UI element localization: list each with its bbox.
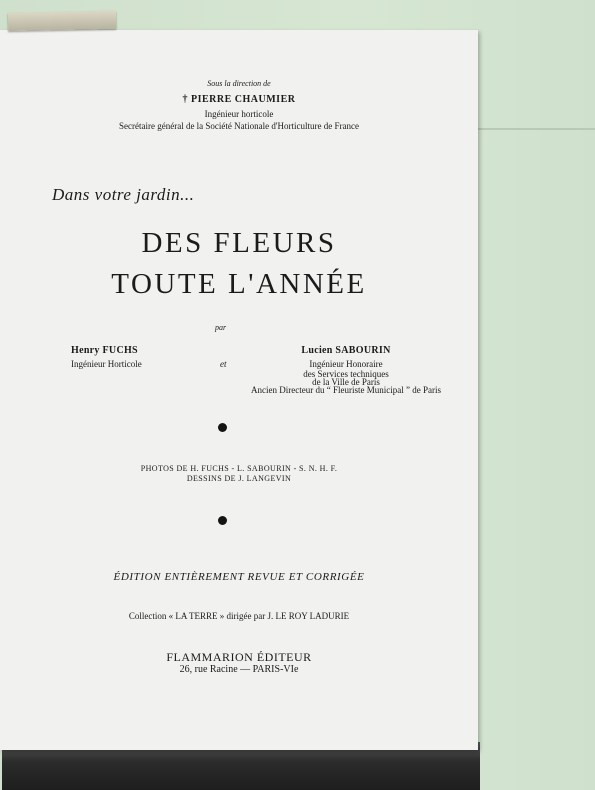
publisher-address: 26, rue Racine — PARIS-VIe: [179, 664, 299, 675]
bullet-divider: [218, 516, 227, 525]
publisher-name: FLAMMARION ÉDITEUR: [166, 650, 312, 664]
edition-note: ÉDITION ENTIÈREMENT REVUE ET CORRIGÉE: [113, 571, 365, 583]
table-edge: [478, 128, 595, 130]
conjunction: et: [220, 359, 227, 369]
author-2-name: Lucien SABOURIN: [301, 345, 391, 356]
bullet-divider: [218, 423, 227, 432]
author-2-line: des Services techniques: [303, 369, 389, 379]
drawing-credits: DESSINS DE J. LANGEVIN: [186, 474, 292, 483]
photo-credits: PHOTOS DE H. FUCHS - L. SABOURIN - S. N. H. F.: [140, 464, 338, 473]
tape-strip: [8, 11, 116, 31]
author-2-line: Ancien Directeur du “ Fleuriste Municipal ” de Paris: [251, 385, 441, 395]
author-1-name: Henry FUCHS: [71, 345, 138, 356]
collection-note: Collection « LA TERRE » dirigée par J. LE ROY LADURIE: [128, 611, 350, 621]
author-1-role: Ingénieur Horticole: [71, 359, 142, 369]
author-2-line: Ingénieur Honoraire: [309, 359, 383, 369]
book-title-line-2: TOUTE L'ANNÉE: [111, 268, 367, 300]
book-title-line-1: DES FLEURS: [141, 227, 337, 259]
director-title-2: Secrétaire général de la Société Nationale d'Horticulture de France: [118, 121, 359, 131]
director-title-1: Ingénieur horticole: [204, 109, 274, 119]
tagline: Dans votre jardin...: [52, 185, 195, 204]
series-lead: Sous la direction de: [207, 79, 271, 88]
director-name: † PIERRE CHAUMIER: [182, 94, 296, 105]
by-word: par: [215, 323, 227, 332]
title-page: [0, 30, 478, 750]
author-2-line: de la Ville de Paris: [312, 377, 380, 387]
